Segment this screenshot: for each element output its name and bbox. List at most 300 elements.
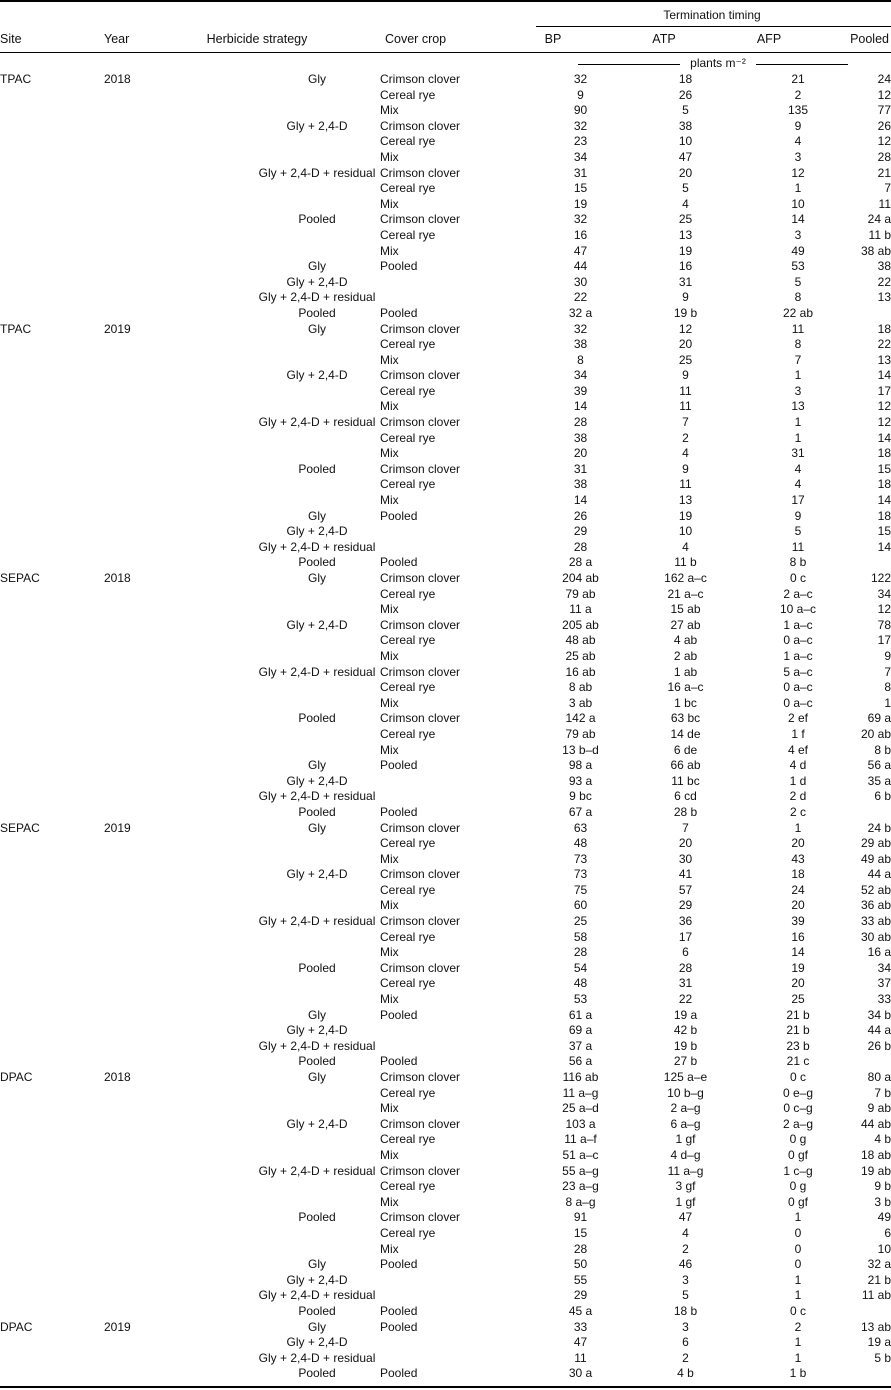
table-row [0,306,891,322]
cover-crop-cell: Pooled [380,1366,418,1381]
year-cell [104,945,254,961]
cover-crop-cell: Crimson clover [380,664,461,679]
cover-crop-cell: Crimson clover [380,212,461,227]
site-cell [0,587,104,603]
site-cell [0,1054,104,1070]
unit-rule-left [578,64,680,65]
year-cell [104,883,254,899]
atp-cell: 2 [682,1241,689,1256]
herbicide-cell: Gly [308,1070,326,1084]
herbicide-cell [254,228,380,244]
afp-cell: 12 [791,165,805,180]
site-cell: TPAC [0,321,32,336]
year-cell [104,88,254,104]
table-row [0,368,891,384]
bp-cell: 79 ab [565,586,596,601]
afp-cell: 16 [791,929,805,944]
year-cell [104,1023,254,1039]
table-body [0,72,891,1382]
site-cell [0,976,104,992]
site-cell [0,134,104,150]
cover-crop-cell: Crimson clover [380,1210,461,1225]
year-cell [104,275,254,291]
table-row [0,618,891,634]
table-row [0,1320,891,1336]
year-cell [104,976,254,992]
afp-cell: 4 [794,461,802,476]
bp-cell: 91 [573,1210,588,1225]
atp-cell: 30 [678,851,693,866]
year-cell [104,961,254,977]
year-cell [104,493,254,509]
herbicide-cell [254,1195,380,1211]
table-row [0,509,891,525]
atp-cell: 25 [678,212,693,227]
table-row [0,212,891,228]
bottom-rule [0,1386,891,1388]
pooled-cell: 80 a [867,1070,891,1084]
herbicide-cell [254,727,380,743]
cover-crop-cell: Cereal rye [380,586,436,601]
year-cell [104,1335,254,1351]
atp-cell: 4 [682,446,689,461]
site-cell [0,1148,104,1164]
afp-header: AFP [756,32,782,46]
table-row [0,462,891,478]
bp-cell: 50 [573,1257,588,1272]
bp-cell: 51 a–c [562,1147,599,1162]
cover-crop-cell: Crimson clover [380,368,461,383]
site-cell [0,1008,104,1024]
afp-cell: 1 [794,415,802,430]
atp-cell: 9 [682,461,689,476]
cover-crop-cell [380,290,528,306]
unit-label: plants m⁻² [690,56,746,70]
year-cell [104,384,254,400]
atp-header: ATP [652,32,676,46]
pooled-cell: 44 a [867,867,891,882]
site-cell [0,883,104,899]
herbicide-cell [254,945,380,961]
cover-crop-cell: Crimson clover [380,1116,461,1131]
table-row [0,1023,891,1039]
cover-crop-cell: Cereal rye [380,181,436,196]
table-row [0,711,891,727]
pooled-cell: 17 [877,633,891,648]
atp-cell: 6 cd [674,789,697,804]
site-cell [0,337,104,353]
bp-cell: 28 [573,415,588,430]
afp-cell: 23 b [786,1038,810,1053]
site-cell [0,1242,104,1258]
site-cell: TPAC [0,72,32,86]
afp-cell: 2 [794,1319,802,1334]
site-cell [0,399,104,415]
cover-crop-cell [380,540,528,556]
herbicide-cell: Gly + 2,4-D [286,274,348,289]
afp-cell: 1 [794,181,802,196]
afp-cell: 53 [791,259,805,274]
pooled-cell: 14 [877,430,891,445]
year-cell [104,509,254,525]
cover-crop-cell: Cereal rye [380,680,436,695]
table-row [0,1226,891,1242]
pooled-cell: 21 [877,165,891,180]
bp-cell: 142 a [565,711,596,726]
pooled-cell: 30 ab [860,929,891,944]
site-cell [0,228,104,244]
atp-cell: 14 de [670,726,701,741]
table-row [0,1351,891,1367]
atp-cell: 6 [682,1335,689,1350]
herbicide-header: Herbicide strategy [206,32,308,46]
herbicide-cell: Gly + 2,4-D + residual [258,1350,376,1365]
bp-cell: 63 [573,820,588,835]
atp-cell: 4 ab [673,633,698,648]
atp-cell: 4 b [677,1366,694,1381]
site-cell [0,509,104,525]
pooled-cell: 44 a [867,1023,891,1038]
atp-cell: 5 [682,1288,689,1303]
table-row [0,493,891,509]
afp-cell: 14 [791,212,805,227]
pooled-cell: 1 [884,695,891,710]
table-row [0,1054,891,1070]
year-cell [104,602,254,618]
site-cell [0,1273,104,1289]
atp-cell: 20 [678,836,693,851]
bp-cell: 60 [573,898,588,913]
year-cell [104,431,254,447]
table-row [0,384,891,400]
pooled-cell: 20 ab [860,726,891,741]
afp-cell: 7 [794,352,802,367]
herbicide-cell [254,103,380,119]
bp-cell: 204 ab [562,571,599,585]
table-row [0,1086,891,1102]
cover-crop-cell: Pooled [380,804,418,819]
herbicide-cell: Gly + 2,4-D [286,867,348,882]
table-row [0,805,891,821]
table-row [0,867,891,883]
site-cell [0,384,104,400]
table-row [0,1008,891,1024]
cover-crop-cell: Cereal rye [380,976,436,991]
bp-cell: 75 [573,882,588,897]
afp-cell: 0 g [789,1179,807,1194]
atp-cell: 20 [678,165,693,180]
cover-crop-cell: Cereal rye [380,337,436,352]
pooled-cell: 13 [877,352,891,367]
afp-cell: 5 a–c [783,664,813,679]
herbicide-cell: Gly + 2,4-D + residual [258,789,376,804]
pooled-cell: 7 [884,664,891,679]
atp-cell: 2 [682,430,689,445]
atp-cell: 66 ab [670,758,701,773]
year-header: Year [104,32,130,46]
bp-cell: 48 ab [565,633,596,648]
herbicide-cell [254,197,380,213]
site-cell [0,1304,104,1320]
atp-cell: 9 [682,290,689,305]
year-cell [104,1164,254,1180]
table-row [0,774,891,790]
table-row [0,337,891,353]
afp-cell: 11 [791,539,805,554]
bp-cell: 32 [573,321,588,336]
pooled-cell: 34 b [867,1007,891,1022]
table-row [0,1242,891,1258]
site-cell [0,1335,104,1351]
table-row [0,649,891,665]
afp-cell: 25 [791,992,805,1007]
pooled-cell: 10 [877,1241,891,1256]
pooled-cell: 13 [877,290,891,305]
site-cell [0,446,104,462]
table-row [0,1164,891,1180]
pooled-cell: 16 a [867,945,891,960]
afp-cell: 0 c [789,1070,806,1084]
herbicide-cell: Gly [308,1007,326,1022]
atp-cell: 28 [678,960,693,975]
pooled-cell: 5 b [874,1350,891,1365]
year-cell [104,134,254,150]
bp-cell: 25 ab [565,648,596,663]
site-cell [0,415,104,431]
table-row [0,181,891,197]
herbicide-cell: Gly + 2,4-D [286,1272,348,1287]
pooled-cell: 35 a [867,773,891,788]
cover-crop-cell [380,774,528,790]
pooled-cell: 77 [877,103,891,118]
cover-crop-cell: Mix [380,648,399,663]
bp-cell: 79 ab [565,726,596,741]
site-cell [0,197,104,213]
afp-cell: 1 [794,1272,802,1287]
cover-crop-cell: Pooled [380,1054,418,1069]
afp-cell: 1 a–c [783,617,813,632]
pooled-header: Pooled [850,32,889,46]
cover-crop-cell: Cereal rye [380,633,436,648]
afp-cell: 5 [794,524,802,539]
cover-crop-cell [380,1288,528,1304]
pooled-cell: 18 ab [860,1147,891,1162]
table-row [0,524,891,540]
bp-cell: 205 ab [562,617,599,632]
pooled-cell: 36 ab [860,898,891,913]
table-row [0,244,891,260]
bp-cell: 61 a [568,1007,593,1022]
cover-crop-cell: Crimson clover [380,321,461,336]
cover-crop-cell: Pooled [380,1303,418,1318]
bp-cell: 22 [573,290,588,305]
site-cell [0,119,104,135]
cover-crop-cell: Mix [380,399,399,414]
table-row [0,275,891,291]
site-cell [0,1210,104,1226]
table-row [0,758,891,774]
year-cell [104,368,254,384]
table-row [0,322,891,338]
pooled-cell: 34 [877,960,891,975]
atp-cell: 22 [678,992,693,1007]
afp-cell: 14 [791,945,805,960]
herbicide-cell [254,743,380,759]
bp-cell: 37 a [568,1038,593,1053]
afp-cell: 1 c–g [783,1163,813,1178]
pooled-cell: 14 [877,493,891,508]
cover-crop-cell: Cereal rye [380,87,436,102]
table-row [0,587,891,603]
cover-crop-cell: Crimson clover [380,960,461,975]
afp-cell: 0 c–g [783,1101,813,1116]
afp-cell: 22 ab [782,305,814,320]
pooled-cell: 12 [877,134,891,149]
year-cell [104,587,254,603]
afp-cell: 0 a–c [783,695,813,710]
year-cell: 2018 [104,571,131,585]
year-cell [104,166,254,182]
year-cell [104,1273,254,1289]
site-cell [0,727,104,743]
herbicide-cell [254,1242,380,1258]
bp-cell: 38 [573,477,588,492]
site-cell [0,555,104,571]
table-row [0,103,891,119]
year-cell [104,805,254,821]
herbicide-cell [254,898,380,914]
year-cell [104,415,254,431]
pooled-cell: 12 [877,602,891,617]
herbicide-cell: Gly [308,758,326,773]
site-cell: SEPAC [0,820,40,835]
site-cell [0,1164,104,1180]
year-cell: 2018 [104,72,131,86]
year-cell [104,477,254,493]
cover-crop-cell: Crimson clover [380,72,461,86]
site-cell: DPAC [0,1070,33,1084]
afp-cell: 4 [794,477,802,492]
cover-crop-cell: Crimson clover [380,118,461,133]
afp-cell: 0 c [789,571,806,585]
pooled-cell: 56 a [867,758,891,773]
atp-cell: 46 [678,1257,693,1272]
bp-cell: 28 [573,1241,588,1256]
table-row [0,852,891,868]
pooled-cell [858,306,891,322]
atp-cell: 4 [682,1225,689,1240]
cover-crop-cell: Mix [380,196,399,211]
bp-cell: 55 [573,1272,588,1287]
year-cell [104,119,254,135]
herbicide-cell: Pooled [298,1054,336,1069]
herbicide-cell: Gly + 2,4-D [286,1335,348,1350]
bp-cell: 11 a–f [564,1132,597,1147]
afp-cell: 1 [794,820,802,835]
cover-crop-cell: Mix [380,992,399,1007]
afp-cell: 0 gf [787,1194,808,1209]
year-cell [104,228,254,244]
cover-crop-cell: Cereal rye [380,1179,436,1194]
site-cell [0,914,104,930]
atp-cell: 16 [678,259,693,274]
atp-cell: 4 [682,539,689,554]
table-row [0,727,891,743]
pooled-cell: 38 ab [860,243,891,258]
pooled-cell: 24 [877,72,891,86]
table-row [0,399,891,415]
site-cell [0,166,104,182]
afp-cell: 1 d [789,773,807,788]
afp-cell: 2 a–c [783,586,813,601]
top-rule [0,0,891,2]
afp-cell: 1 [794,1210,802,1225]
year-cell: 2019 [104,321,131,336]
bp-cell: 54 [573,960,588,975]
site-cell [0,1366,104,1382]
pooled-cell [858,805,891,821]
year-cell [104,1351,254,1367]
year-cell [104,680,254,696]
table-row [0,836,891,852]
cover-crop-cell: Pooled [380,259,418,274]
cover-crop-cell: Mix [380,493,399,508]
atp-cell: 20 [678,337,693,352]
cover-crop-cell: Mix [380,742,399,757]
bp-cell: 25 a–d [562,1101,599,1116]
afp-cell: 0 c [789,1303,806,1318]
herbicide-cell: Gly + 2,4-D [286,617,348,632]
table-row [0,1335,891,1351]
herbicide-cell: Pooled [298,711,336,726]
table-row [0,1070,891,1086]
table-row [0,88,891,104]
pooled-cell: 28 [877,149,891,164]
site-cell [0,306,104,322]
herbicide-cell [254,337,380,353]
year-cell [104,259,254,275]
pooled-cell: 12 [877,87,891,102]
afp-cell: 8 b [789,555,807,570]
pooled-cell: 17 [877,383,891,398]
year-cell [104,103,254,119]
year-cell [104,914,254,930]
year-cell [104,758,254,774]
afp-cell: 49 [791,243,805,258]
cover-crop-header: Cover crop [385,32,447,46]
year-cell [104,774,254,790]
pooled-cell: 33 [877,992,891,1007]
year-cell: 2019 [104,820,131,835]
afp-cell: 21 b [786,1007,810,1022]
afp-cell: 21 c [786,1054,810,1069]
bp-cell: 32 a [568,305,593,320]
pooled-cell: 18 [877,477,891,492]
herbicide-cell [254,353,380,369]
bp-cell: 30 a [568,1366,593,1381]
pooled-cell: 8 b [874,742,891,757]
pooled-cell: 11 ab [861,1288,891,1303]
bp-cell: 47 [573,1335,588,1350]
pooled-cell: 11 b [868,227,891,242]
bp-cell: 103 a [565,1116,596,1131]
year-cell [104,649,254,665]
data-table [0,72,891,1382]
herbicide-cell: Pooled [298,1366,336,1381]
afp-cell: 11 [791,321,805,336]
cover-crop-cell: Mix [380,1147,399,1162]
pooled-cell: 33 ab [860,914,891,929]
